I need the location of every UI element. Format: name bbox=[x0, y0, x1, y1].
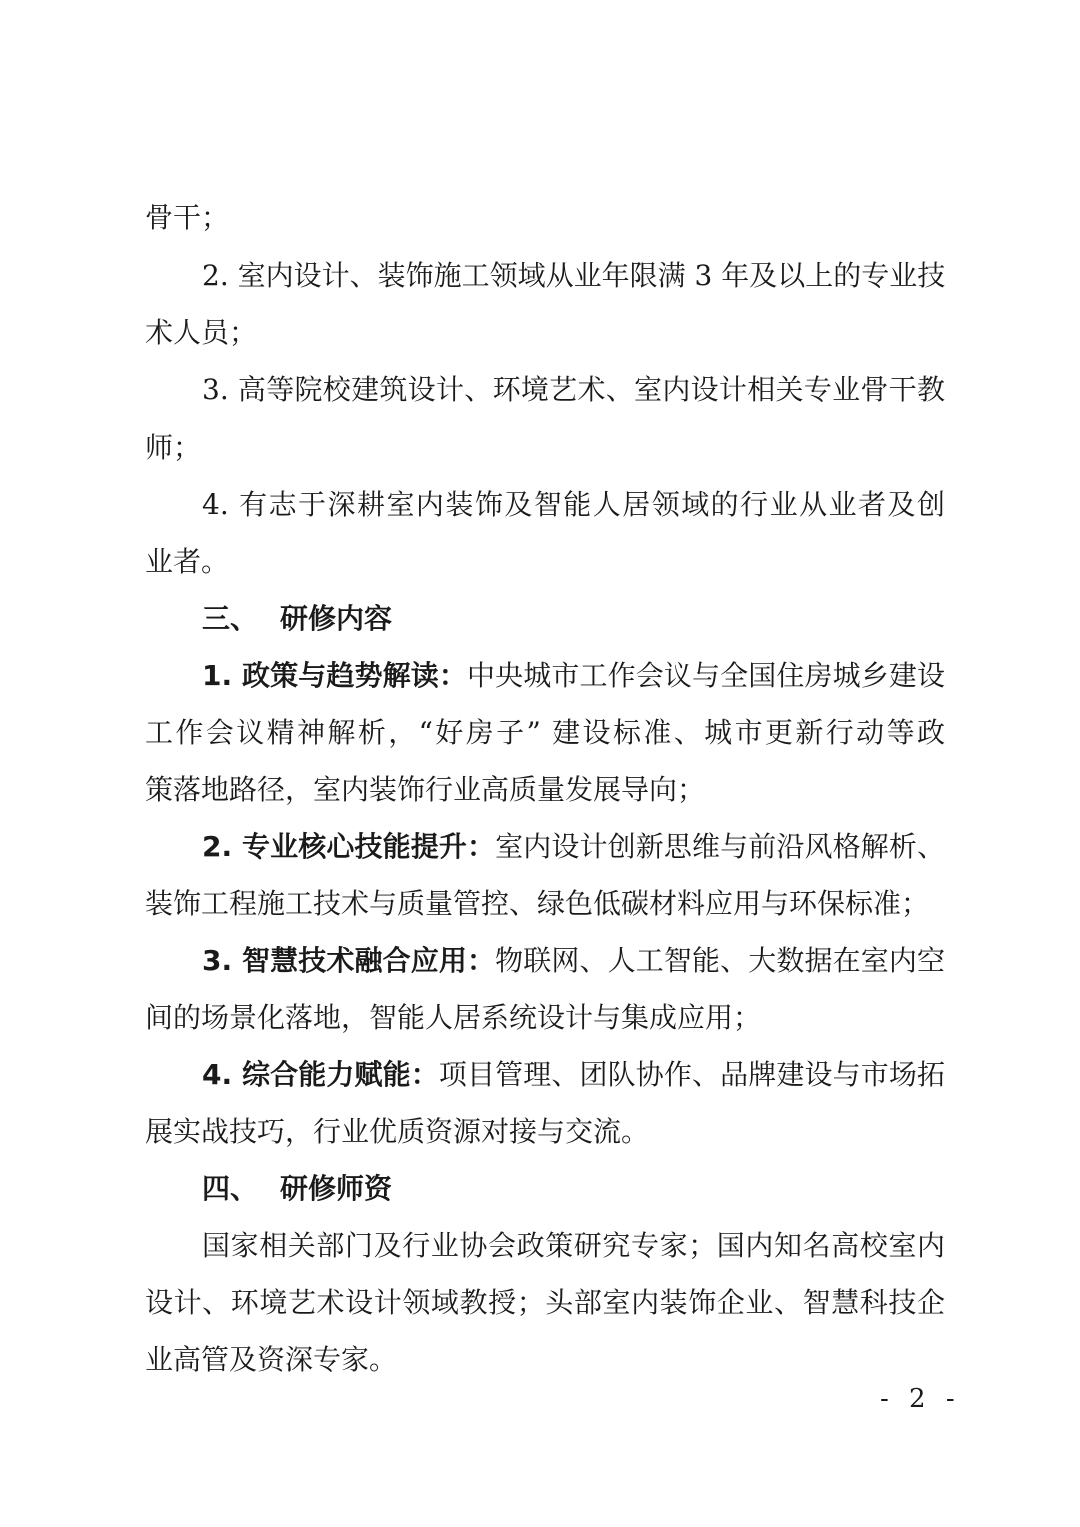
item-text: 物联网、人工智能、大数据在室内空 bbox=[495, 944, 945, 977]
text-line: 工作会议精神解析，“好房子” 建设标准、城市更新行动等政 bbox=[145, 716, 945, 749]
item-lead: 3. 智慧技术融合应用： bbox=[202, 944, 496, 977]
list-item bbox=[202, 656, 945, 696]
item-text: 室内设计创新思维与前沿风格解析、 bbox=[495, 830, 945, 863]
text-line: 3. 高等院校建筑设计、环境艺术、室内设计相关专业骨干教 bbox=[202, 373, 945, 406]
section-number: 四、 bbox=[202, 1172, 259, 1205]
text-line: 2. 室内设计、装饰施工领域从业年限满 3 年及以上的专业技 bbox=[202, 259, 946, 292]
item-text: 中央城市工作会议与全国住房城乡建设 bbox=[467, 659, 945, 692]
text-line: 装饰工程施工技术与质量管控、绿色低碳材料应用与环保标准； bbox=[145, 887, 930, 920]
section-number: 三、 bbox=[202, 602, 259, 635]
list-item bbox=[202, 827, 945, 867]
text-line: 业者。 bbox=[145, 545, 230, 578]
section-title: 研修师资 bbox=[280, 1172, 393, 1205]
text-line: 设计、环境艺术设计领域教授；头部室内装饰企业、智慧科技企 bbox=[145, 1286, 945, 1319]
item-lead: 1. 政策与趋势解读： bbox=[202, 659, 467, 692]
item-lead: 2. 专业核心技能提升： bbox=[202, 830, 496, 863]
list-item bbox=[202, 941, 945, 981]
text-line: 间的场景化落地，智能人居系统设计与集成应用； bbox=[145, 1001, 762, 1034]
page-number: - 2 - bbox=[880, 1384, 961, 1414]
text-line: 术人员； bbox=[145, 316, 258, 349]
text-line: 业高管及资深专家。 bbox=[145, 1343, 398, 1376]
text-line: 4. 有志于深耕室内装饰及智能人居领域的行业从业者及创 bbox=[202, 488, 945, 521]
text-line: 展实战技巧，行业优质资源对接与交流。 bbox=[145, 1115, 650, 1148]
section-heading bbox=[202, 1169, 392, 1209]
item-text: 项目管理、团队协作、品牌建设与市场拓 bbox=[438, 1058, 945, 1091]
text-line: 策落地路径，室内装饰行业高质量发展导向； bbox=[145, 773, 706, 806]
list-item bbox=[202, 1055, 945, 1095]
text-line: 骨干； bbox=[145, 201, 230, 234]
section-heading bbox=[202, 599, 392, 639]
item-lead: 4. 综合能力赋能： bbox=[202, 1058, 439, 1091]
text-line: 师； bbox=[145, 431, 202, 464]
section-title: 研修内容 bbox=[280, 602, 393, 635]
text-line: 国家相关部门及行业协会政策研究专家；国内知名高校室内 bbox=[202, 1229, 945, 1262]
